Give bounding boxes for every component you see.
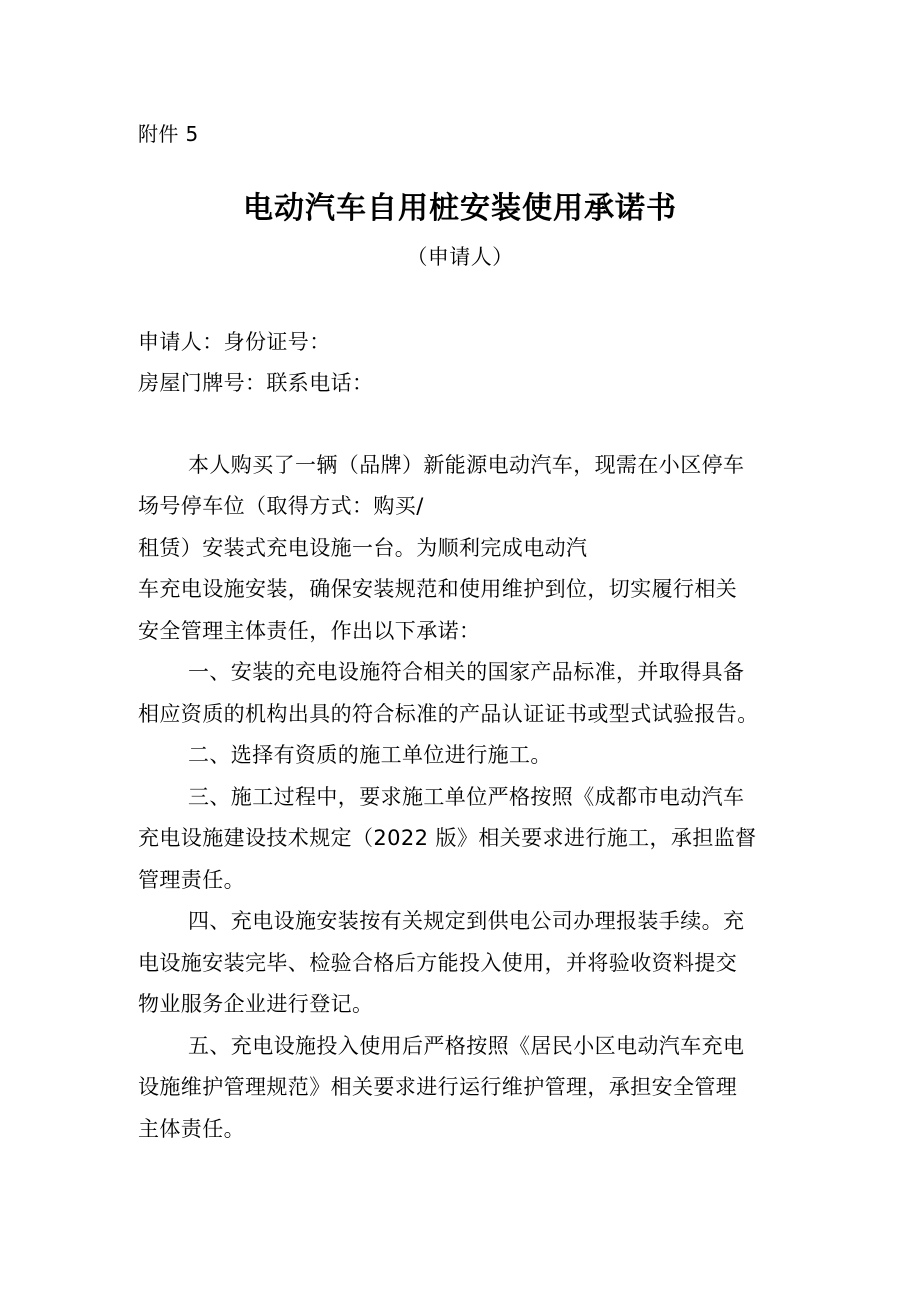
commitment-5-line: 主体责任。 <box>138 1117 245 1141</box>
annex-label: 附件 5 <box>138 122 199 146</box>
commitment-3-line: 管理责任。 <box>138 868 245 892</box>
document-subtitle: （申请人） <box>406 245 514 269</box>
commitment-1-line: 一、安装的充电设施符合相关的国家产品标准，并取得具备 <box>188 660 745 684</box>
commitment-3-line: 充电设施建设技术规定（2022 版》相关要求进行施工，承担监督 <box>138 826 757 850</box>
applicant-id-field: 申请人：身份证号： <box>138 330 331 354</box>
commitment-1-line: 相应资质的机构出具的符合标准的产品认证证书或型式试验报告。 <box>138 702 759 726</box>
document-title: 电动汽车自用桩安装使用承诺书 <box>243 191 677 226</box>
commitment-3-line: 三、施工过程中，要求施工单位严格按照《成都市电动汽车 <box>188 785 745 809</box>
commitment-4-line: 四、充电设施安装按有关规定到供电公司办理报装手续。充 <box>188 909 745 933</box>
commitment-4-line: 电设施安装完毕、检验合格后方能投入使用，并将验收资料提交 <box>138 951 738 975</box>
body-line: 安全管理主体责任，作出以下承诺： <box>138 619 481 643</box>
body-line: 车充电设施安装，确保安装规范和使用维护到位，切实履行相关 <box>138 577 738 601</box>
commitment-2-line: 二、选择有资质的施工单位进行施工。 <box>188 743 552 767</box>
commitment-4-line: 物业服务企业进行登记。 <box>138 992 374 1016</box>
body-line: 租赁）安装式充电设施一台。为顺利完成电动汽 <box>138 536 588 560</box>
house-phone-field: 房屋门牌号：联系电话： <box>138 371 374 395</box>
commitment-5-line: 五、充电设施投入使用后严格按照《居民小区电动汽车充电 <box>188 1034 745 1058</box>
body-line: 本人购买了一辆（品牌）新能源电动汽车，现需在小区停车 <box>188 453 745 477</box>
body-line: 场号停车位（取得方式：购买/ <box>138 494 424 518</box>
commitment-5-line: 设施维护管理规范》相关要求进行运行维护管理，承担安全管理 <box>138 1075 738 1099</box>
